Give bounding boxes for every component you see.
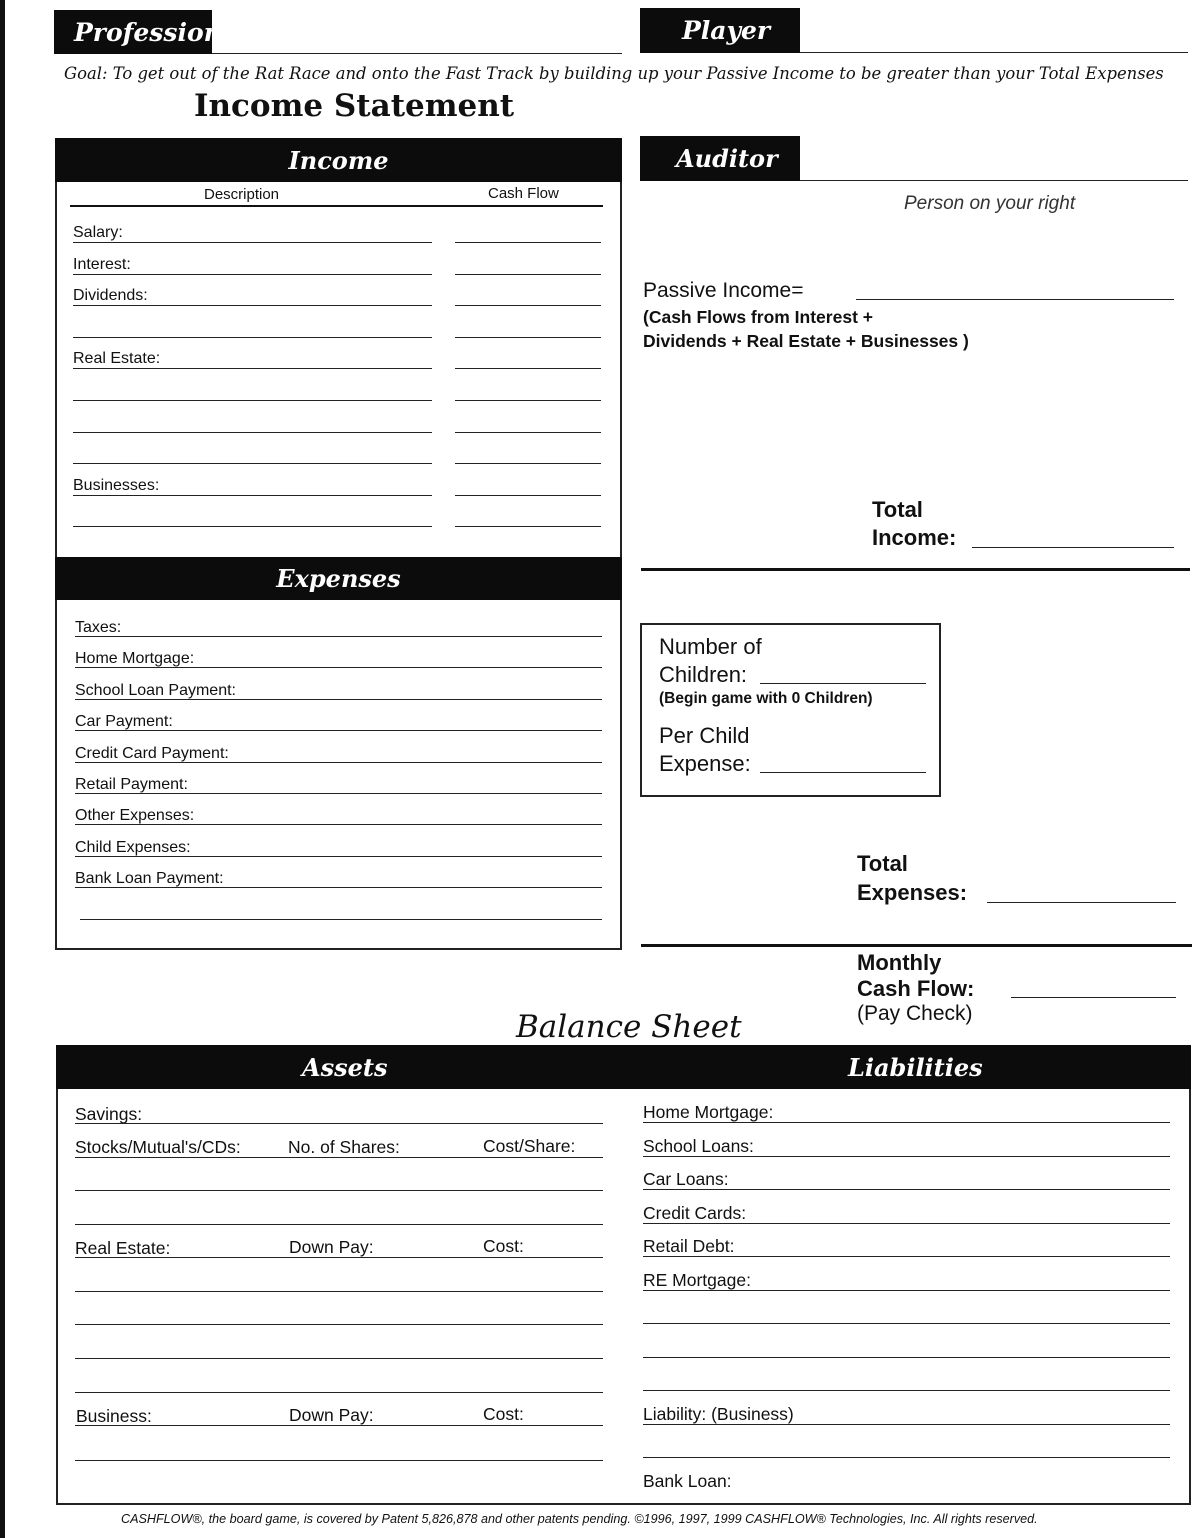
column-header-rule bbox=[70, 205, 603, 207]
down-pay-label: Down Pay: bbox=[289, 1237, 374, 1257]
income-cashflow-field[interactable] bbox=[455, 463, 601, 464]
income-cashflow-field[interactable] bbox=[455, 305, 601, 306]
balance-sheet-box bbox=[56, 1045, 1191, 1505]
liability-liability-business-label: Liability: (Business) bbox=[643, 1403, 794, 1424]
liability-re-mortgage-label: RE Mortgage: bbox=[643, 1269, 751, 1290]
income-description-field[interactable] bbox=[73, 400, 432, 401]
player-field[interactable] bbox=[800, 52, 1188, 53]
income-cashflow-field[interactable] bbox=[455, 274, 601, 275]
income-cashflow-field[interactable] bbox=[455, 432, 601, 433]
expenses-divider bbox=[641, 944, 1192, 947]
income-description-field[interactable] bbox=[73, 242, 432, 243]
col-cashflow: Cash Flow bbox=[488, 185, 559, 202]
income-cashflow-field[interactable] bbox=[455, 400, 601, 401]
no-shares-label: No. of Shares: bbox=[288, 1137, 400, 1157]
col-description: Description bbox=[204, 186, 280, 203]
income-description-field[interactable] bbox=[73, 432, 432, 433]
monthly-label-2: Cash Flow: bbox=[857, 976, 975, 1001]
children-note: (Begin game with 0 Children) bbox=[659, 690, 873, 707]
per-child-label-1: Per Child bbox=[659, 723, 750, 748]
assets-header-label: Assets bbox=[302, 1052, 388, 1082]
number-children-field[interactable] bbox=[760, 683, 926, 684]
income-cashflow-field[interactable] bbox=[455, 526, 601, 527]
liability-field[interactable] bbox=[643, 1457, 1170, 1458]
paycheck-label: (Pay Check) bbox=[857, 1002, 973, 1025]
profession-label: Profession bbox=[74, 17, 222, 47]
expense-item-car-payment-label: Car Payment: bbox=[75, 713, 173, 731]
real-estate-line-5[interactable] bbox=[75, 1392, 603, 1393]
expense-field[interactable] bbox=[75, 730, 602, 731]
liability-bank-loan-label: Bank Loan: bbox=[643, 1470, 732, 1491]
liability-car-loans-label: Car Loans: bbox=[643, 1169, 729, 1189]
income-description-field[interactable] bbox=[73, 463, 432, 464]
auditor-label-box bbox=[640, 136, 800, 181]
cost-label-2: Cost: bbox=[483, 1404, 524, 1424]
income-header-label: Income bbox=[288, 145, 389, 175]
income-description-field[interactable] bbox=[73, 337, 432, 338]
passive-note-1: (Cash Flows from Interest + bbox=[643, 307, 873, 327]
liability-field[interactable] bbox=[643, 1390, 1170, 1391]
total-expenses-label-2: Expenses: bbox=[857, 880, 968, 905]
liability-retail-debt-label: Retail Debt: bbox=[643, 1236, 735, 1256]
total-expenses-field[interactable] bbox=[987, 902, 1176, 903]
income-cashflow-field[interactable] bbox=[455, 368, 601, 369]
real-estate-line[interactable] bbox=[75, 1257, 603, 1258]
profession-label-box bbox=[54, 10, 222, 54]
stocks-label: Stocks/Mutual's/CDs: bbox=[75, 1137, 241, 1157]
income-statement-title: Income Statement bbox=[194, 88, 515, 124]
liability-field[interactable] bbox=[643, 1290, 1170, 1291]
total-income-field[interactable] bbox=[972, 547, 1174, 548]
expense-field[interactable] bbox=[75, 636, 602, 637]
income-header bbox=[55, 138, 622, 182]
stocks-line-2[interactable] bbox=[75, 1190, 603, 1191]
expense-item-credit-card-payment-label: Credit Card Payment: bbox=[75, 744, 229, 762]
income-section bbox=[55, 138, 622, 950]
liability-field[interactable] bbox=[643, 1424, 1170, 1425]
passive-note-2: Dividends + Real Estate + Businesses ) bbox=[643, 331, 969, 351]
down-pay-label-2: Down Pay: bbox=[289, 1405, 374, 1425]
liability-home-mortgage-label: Home Mortgage: bbox=[643, 1102, 774, 1122]
auditor-label: Auditor bbox=[676, 144, 778, 173]
cost-share-label: Cost/Share: bbox=[483, 1136, 576, 1156]
total-income-label-1: Total bbox=[872, 497, 923, 522]
income-cashflow-field[interactable] bbox=[455, 337, 601, 338]
business-line[interactable] bbox=[75, 1425, 603, 1426]
expense-item-home-mortgage-label: Home Mortgage: bbox=[75, 650, 195, 668]
income-description-field[interactable] bbox=[73, 274, 432, 275]
real-estate-asset-label: Real Estate: bbox=[75, 1238, 171, 1258]
passive-income-field[interactable] bbox=[856, 299, 1174, 300]
monthly-label-1: Monthly bbox=[857, 950, 942, 975]
per-child-field[interactable] bbox=[760, 772, 926, 773]
business-asset-label: Business: bbox=[76, 1406, 152, 1426]
per-child-label-2: Expense: bbox=[659, 751, 751, 776]
expense-field[interactable] bbox=[75, 793, 602, 794]
savings-label: Savings: bbox=[75, 1104, 143, 1124]
stocks-line[interactable] bbox=[75, 1157, 603, 1158]
income-description-field[interactable] bbox=[73, 526, 432, 527]
auditor-field[interactable] bbox=[800, 180, 1188, 181]
real-estate-line-4[interactable] bbox=[75, 1358, 603, 1359]
liability-field[interactable] bbox=[643, 1256, 1170, 1257]
player-label-box bbox=[640, 8, 800, 53]
expenses-header-label: Expenses bbox=[276, 564, 401, 593]
total-expenses-label-1: Total bbox=[857, 851, 908, 876]
business-line-2[interactable] bbox=[75, 1460, 603, 1461]
income-description-field[interactable] bbox=[73, 495, 432, 496]
number-children-label-1: Number of bbox=[659, 634, 762, 659]
balance-header bbox=[56, 1045, 1191, 1089]
total-income-label-2: Income: bbox=[872, 525, 957, 550]
income-divider bbox=[641, 568, 1190, 571]
page-edge-strip bbox=[0, 0, 5, 1538]
expense-field[interactable] bbox=[75, 887, 602, 888]
income-description-field[interactable] bbox=[73, 368, 432, 369]
expense-field[interactable] bbox=[75, 699, 602, 700]
expense-field[interactable] bbox=[75, 667, 602, 668]
income-cashflow-field[interactable] bbox=[455, 242, 601, 243]
monthly-cashflow-field[interactable] bbox=[1011, 997, 1176, 998]
expense-field[interactable] bbox=[75, 762, 602, 763]
expenses-header bbox=[55, 557, 622, 600]
savings-line[interactable] bbox=[75, 1123, 603, 1124]
liability-credit-cards-label: Credit Cards: bbox=[643, 1202, 747, 1223]
expense-item-taxes-label: Taxes: bbox=[75, 619, 122, 636]
expense-field[interactable] bbox=[75, 856, 602, 857]
expense-item-bank-loan-payment-label: Bank Loan Payment: bbox=[75, 870, 224, 888]
stocks-line-3[interactable] bbox=[75, 1224, 603, 1225]
auditor-subtitle: Person on your right bbox=[904, 193, 1076, 214]
liability-field[interactable] bbox=[643, 1122, 1170, 1123]
liability-field[interactable] bbox=[643, 1189, 1170, 1190]
income-item-salary-label: Salary: bbox=[73, 224, 123, 241]
passive-income-label: Passive Income= bbox=[643, 279, 804, 302]
goal-text: Goal: To get out of the Rat Race and onto the Fast Track by building up your Passive Income to be greater than your Total Expenses bbox=[64, 64, 1164, 83]
liability-school-loans-label: School Loans: bbox=[643, 1135, 754, 1156]
income-item-businesses-label: Businesses: bbox=[73, 476, 160, 494]
liability-field[interactable] bbox=[643, 1156, 1170, 1157]
balance-sheet-title: Balance Sheet bbox=[516, 1009, 742, 1045]
expense-field[interactable] bbox=[75, 824, 602, 825]
income-description-field[interactable] bbox=[73, 305, 432, 306]
expense-item-child-expenses-label: Child Expenses: bbox=[75, 838, 191, 856]
liability-field[interactable] bbox=[643, 1357, 1170, 1358]
number-children-label-2: Children: bbox=[659, 662, 748, 687]
liability-field[interactable] bbox=[643, 1323, 1170, 1324]
expense-item-school-loan-payment-label: School Loan Payment: bbox=[75, 681, 236, 699]
expense-field[interactable] bbox=[80, 919, 602, 920]
income-item-dividends-label: Dividends: bbox=[73, 287, 148, 305]
income-item-real-estate-label: Real Estate: bbox=[73, 350, 161, 368]
cost-label: Cost: bbox=[483, 1236, 524, 1256]
real-estate-line-3[interactable] bbox=[75, 1324, 603, 1325]
footer-text: CASHFLOW®, the board game, is covered by Patent 5,826,878 and other patents pending. ©1996, 1997, 1999 CASHFLOW® Technologies, Inc. All rights reserved. bbox=[121, 1512, 1038, 1526]
income-cashflow-field[interactable] bbox=[455, 495, 601, 496]
liabilities-header-label: Liabilities bbox=[848, 1052, 983, 1082]
income-item-interest-label: Interest: bbox=[73, 255, 131, 273]
player-label: Player bbox=[682, 16, 771, 45]
expense-item-retail-payment-label: Retail Payment: bbox=[75, 776, 188, 793]
liability-field[interactable] bbox=[643, 1223, 1170, 1224]
expense-item-other-expenses-label: Other Expenses: bbox=[75, 807, 195, 825]
profession-field[interactable] bbox=[212, 53, 622, 54]
real-estate-line-2[interactable] bbox=[75, 1291, 603, 1292]
